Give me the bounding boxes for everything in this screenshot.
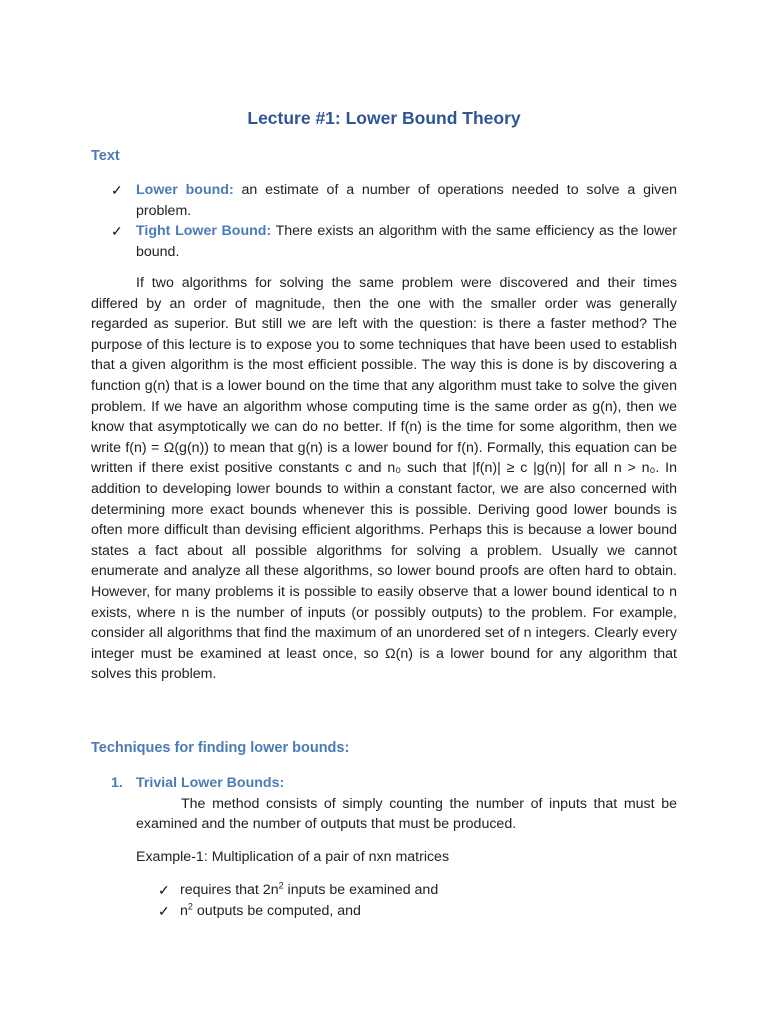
example-items <box>158 880 438 921</box>
definition-text: an estimate of a number of operations needed to solve a given problem. <box>136 182 678 219</box>
superscript: 2 <box>278 880 284 891</box>
technique-heading: Trivial Lower Bounds: <box>136 775 285 791</box>
superscript: 2 <box>187 900 193 911</box>
checkmark-icon: ✓ <box>111 223 123 240</box>
item-text: n <box>180 902 188 919</box>
list-item <box>158 880 438 901</box>
checkmark-icon: ✓ <box>158 882 170 898</box>
body-paragraph: If two algorithms for solving the same problem were discovered and their times differed by an order of magnitude, then the one with the smaller order was generally regarded as superior. But still we are left with the question: is there a faster method? The purpose of this lecture is to expose you to some techniques that have been used to establish that a given algorithm is the most efficient possible. The way this is done is by discovering a function g(n) that is a lower bound on the time that any algorithm must take to solve the given problem. If we have an algorithm whose computing time is the same order as g(n), then we know that asymptotically we can do no better. If f(n) is the time for some algorithm, then we write f(n) = Ω(g(n)) to mean that g(n) is a lower bound for f(n). Formally, this equation can be written if there exist positive constants c and n₀ such that |f(n)| ≥ c |g(n)| for all n > n₀. In addition to developing lower bounds to within a constant factor, we are also concerned with determining more exact bounds whenever this is possible. Deriving good lower bounds is often more difficult than devising efficient algorithms. Perhaps this is because a lower bound states a fact about all possible algorithms for solving a problem. Usually we cannot enumerate and analyze all these algorithms, so lower bound proofs are often hard to obtain. However, for many problems it is possible to easily observe that a lower bound identical to n exists, where n is the number of inputs (or possibly outputs) to the problem. For example, consider all algorithms that find the maximum of an unordered set of n integers. Clearly every integer must be examined at least once, so Ω(n) is a lower bound for any algorithm that solves this problem. <box>91 275 677 683</box>
item-text: inputs be examined and <box>283 882 439 898</box>
technique-item <box>111 773 677 867</box>
item-text: outputs be computed, and <box>192 902 361 919</box>
list-number: 1. <box>111 775 123 791</box>
definition-list <box>111 180 677 262</box>
techniques-list <box>111 773 677 867</box>
definition-text: There exists an algorithm with the same efficiency as the lower bound. <box>136 223 677 260</box>
checkmark-icon: ✓ <box>158 902 170 919</box>
list-item <box>111 221 677 262</box>
page-title: Lecture #1: Lower Bound Theory <box>247 108 521 128</box>
checkmark-icon: ✓ <box>111 182 123 198</box>
term-tight-lower-bound: Tight Lower Bound: <box>136 223 272 240</box>
technique-body: The method consists of simply counting the number of inputs that must be examined and the number of outputs that must be produced. <box>136 795 677 833</box>
list-item <box>111 180 677 221</box>
section-heading-text: Text <box>91 148 120 164</box>
section-heading-techniques: Techniques for finding lower bounds: <box>91 740 350 756</box>
example-label: Example-1: Multiplication of a pair of nxn matrices <box>136 848 450 865</box>
term-lower-bound: Lower bound: <box>136 182 234 198</box>
item-text: requires that 2n <box>180 882 279 898</box>
list-item <box>158 901 438 922</box>
